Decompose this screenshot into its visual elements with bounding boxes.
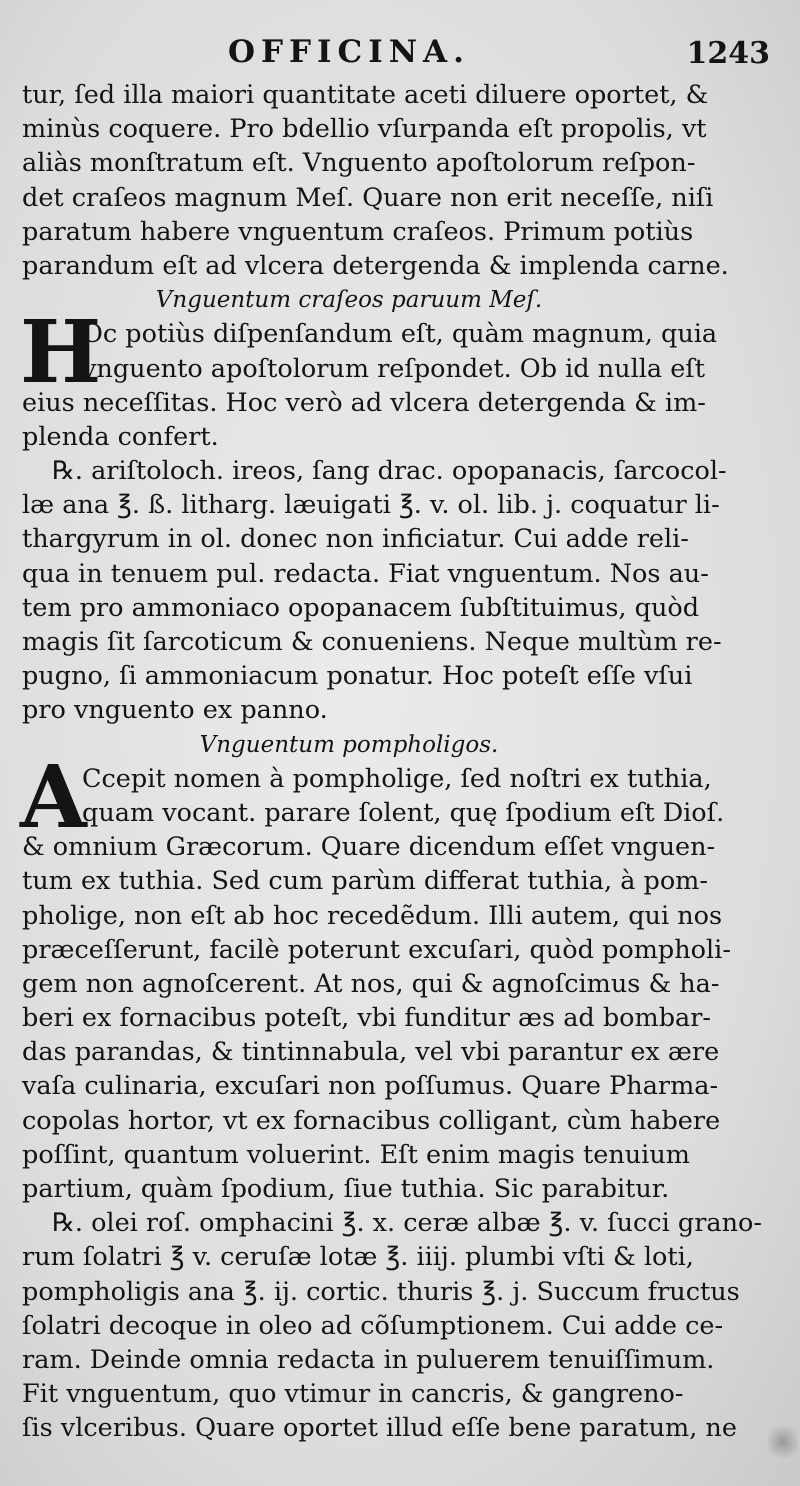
text-line: vaſa culinaria, excuſari non poſſumus. Quare Pharma-	[22, 1071, 719, 1102]
text-line: beri ex fornacibus poteſt, vbi funditur æs ad bombar-	[22, 1003, 712, 1034]
paper-stain	[768, 1422, 798, 1462]
text-line: rum ſolatri ℥ v. ceruſæ lotæ ℥. iiij. plumbi vſti & loti,	[22, 1242, 694, 1273]
section-heading: Vnguentum pompholigos.	[199, 731, 499, 758]
text-line: pompholigis ana ℥. ij. cortic. thuris ℥. j. Succum fructus	[22, 1276, 740, 1307]
running-head	[0, 34, 800, 74]
section-heading: Vnguentum craſeos paruum Meſ.	[155, 287, 543, 314]
text-line: det craſeos magnum Meſ. Quare non erit neceſſe, niſi	[22, 182, 714, 213]
drop-capital: A	[20, 746, 87, 848]
text-line: pholige, non eſt ab hoc recedẽdum. Illi autem, qui nos	[22, 900, 723, 931]
body-text	[20, 78, 762, 1446]
text-line: copolas hortor, vt ex fornacibus colligant, cùm habere	[22, 1105, 721, 1136]
text-line: quam vocant. parare ſolent, quę ſpodium eſt Dioſ.	[82, 797, 725, 828]
text-line: læ ana ℥. ß. litharg. læuigati ℥. v. ol. lib. j. coquatur li-	[22, 490, 720, 521]
text-line: ℞. olei roſ. omphacini ℥. x. ceræ albæ ℥. v. ſucci grano-	[52, 1208, 762, 1239]
text-line: parandum eſt ad vlcera detergenda & implenda carne.	[22, 250, 729, 281]
text-line: ſolatri decoque in oleo ad cõſumptionem. Cui adde ce-	[22, 1310, 724, 1341]
intro-paragraph	[22, 78, 729, 283]
text-line: gem non agnoſcerent. At nos, qui & agnoſcimus & ha-	[22, 968, 720, 999]
paragraph-with-dropcap	[20, 302, 718, 454]
recipe-paragraph	[22, 454, 727, 728]
text-line: & omnium Græcorum. Quare dicendum eſſet vnguen-	[22, 832, 716, 863]
text-line: tem pro ammoniaco opopanacem ſubſtituimus, quòd	[22, 592, 700, 623]
text-line: ram. Deinde omnia redacta in puluerem tenuiſſimum.	[22, 1344, 715, 1375]
text-line: minùs coquere. Pro bdellio vſurpanda eſt propolis, vt	[22, 114, 707, 145]
text-line: plenda confert.	[22, 421, 219, 452]
text-line: thargyrum in ol. donec non inficiatur. Cui adde reli-	[22, 524, 689, 555]
text-line: qua in tenuem pul. redacta. Fiat vnguentum. Nos au-	[22, 558, 709, 589]
page-number: 1243	[686, 36, 770, 71]
text-line: paratum habere vnguentum craſeos. Primum potiùs	[22, 216, 694, 247]
text-line: poſſint, quantum voluerint. Eſt enim magis tenuium	[22, 1139, 690, 1170]
text-line: præceſſerunt, facilè poterunt excuſari, quòd pompholi-	[22, 934, 731, 965]
text-line: pro vnguento ex panno.	[22, 695, 328, 726]
paragraph-with-dropcap	[20, 746, 731, 1206]
text-line: Ccepit nomen à pompholige, ſed noſtri ex tuthia,	[82, 763, 712, 794]
text-line: aliàs monſtratum eſt. Vnguento apoſtolorum reſpon-	[22, 148, 696, 179]
text-line: Fit vnguentum, quo vtimur in cancris, & gangreno-	[22, 1379, 684, 1410]
text-line: Oc potiùs diſpenſandum eſt, quàm magnum, quia	[82, 319, 718, 350]
text-line: tur, ſed illa maiori quantitate aceti diluere oportet, &	[22, 80, 709, 110]
text-line: ℞. ariſtoloch. ireos, ſang drac. opopanacis, ſarcocol-	[52, 456, 727, 487]
running-title: OFFICINA.	[228, 34, 470, 70]
text-line: tum ex tuthia. Sed cum parùm differat tuthia, à pom-	[22, 866, 708, 897]
text-line: eius neceſſitas. Hoc verò ad vlcera detergenda & im-	[22, 387, 706, 418]
text-line: pugno, ſi ammoniacum ponatur. Hoc poteſt eſſe vſui	[22, 661, 693, 692]
text-line: das parandas, & tintinnabula, vel vbi parantur ex ære	[22, 1037, 720, 1068]
text-line: magis ſit ſarcoticum & conueniens. Neque multùm re-	[22, 627, 722, 657]
drop-capital: H	[20, 302, 102, 404]
text-line: vnguento apoſtolorum reſpondet. Ob id nulla eſt	[82, 353, 705, 384]
text-line: ſis vlceribus. Quare oportet illud eſſe bene paratum, ne	[22, 1413, 737, 1444]
recipe-paragraph	[22, 1206, 762, 1445]
text-line: partium, quàm ſpodium, ſiue tuthia. Sic parabitur.	[22, 1174, 670, 1204]
